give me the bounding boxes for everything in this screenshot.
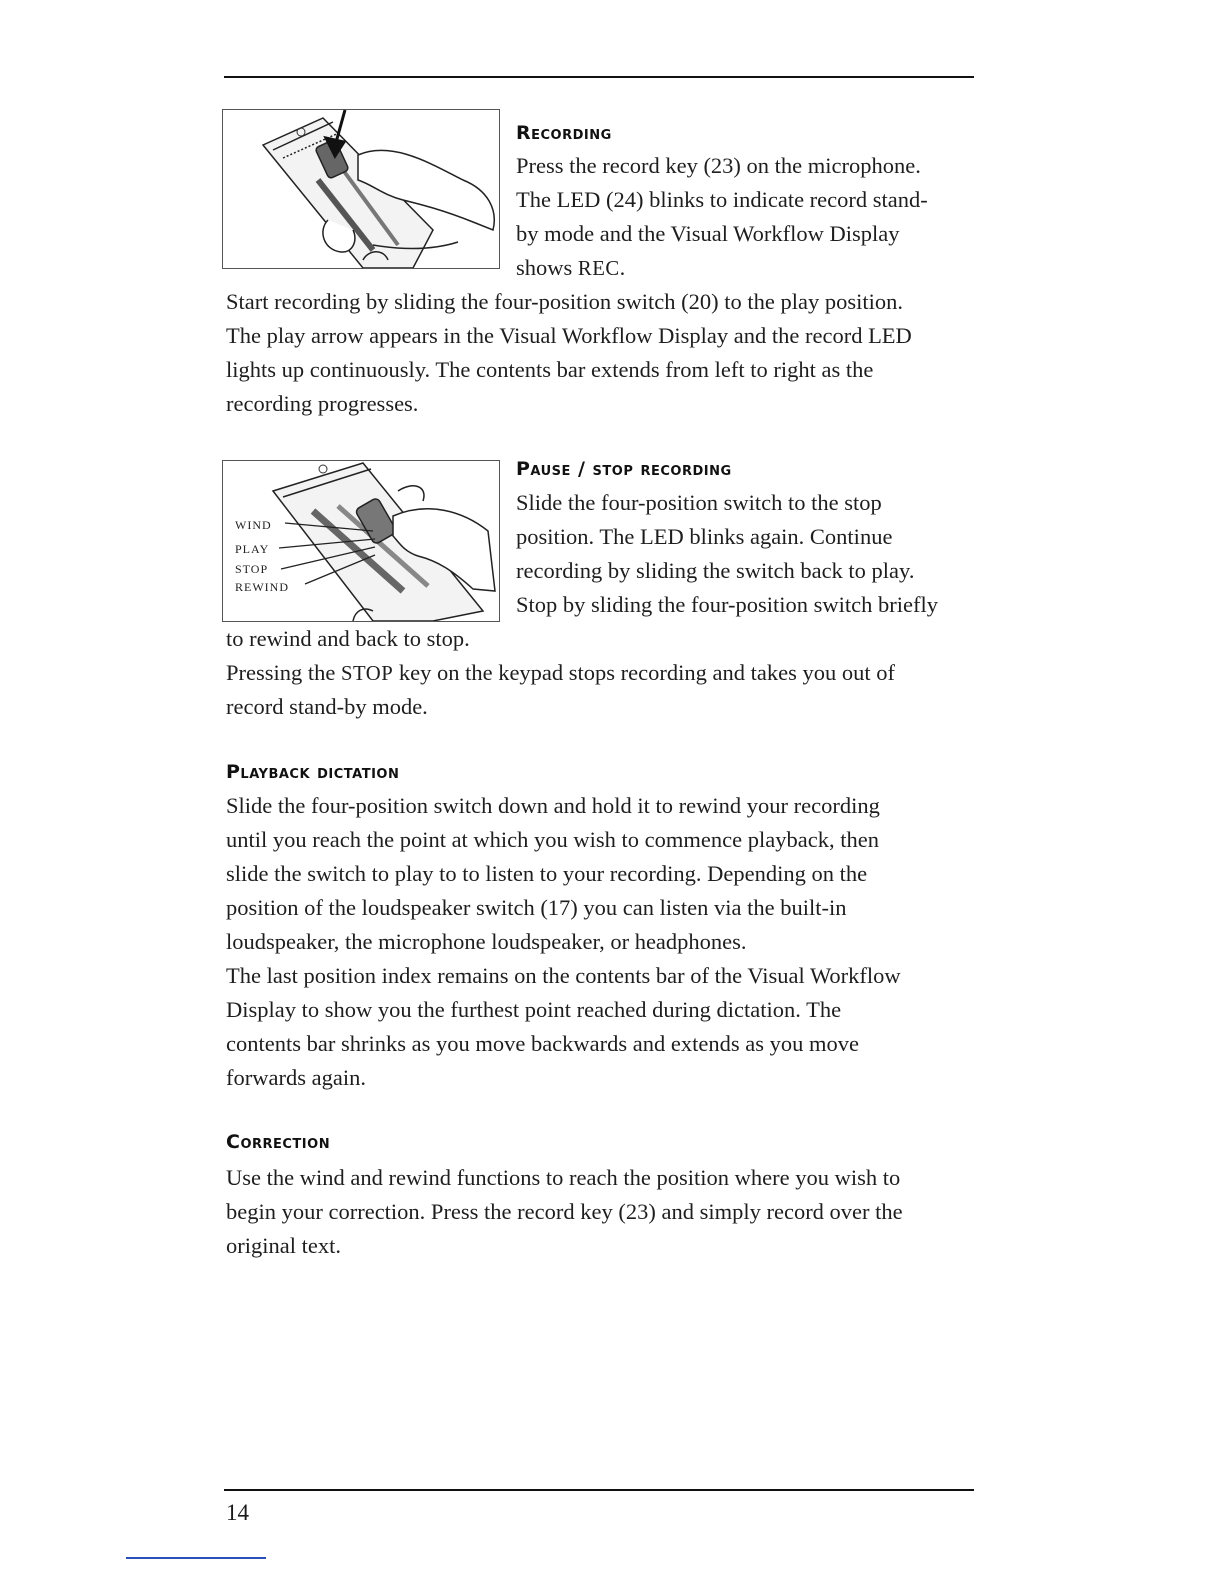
pause-body-line-1 <box>226 656 895 691</box>
footer-link-underline <box>126 1557 266 1559</box>
figure-record-key <box>222 109 500 269</box>
correction-line-2: begin your correction. Press the record key (23) and simply record over the <box>226 1199 903 1224</box>
four-position-switch-illustration <box>223 461 499 621</box>
switch-label-rewind: REWIND <box>235 580 289 594</box>
playback-line-3: slide the switch to play to to listen to your recording. Depending on the <box>226 861 868 886</box>
playback-line-8: contents bar shrinks as you move backwards and extends as you move <box>226 1031 859 1056</box>
playback-heading: Playback dictation <box>226 761 400 783</box>
switch-label-stop: STOP <box>235 562 269 576</box>
playback-line-1: Slide the four-position switch down and hold it to rewind your recording <box>226 793 880 818</box>
recording-intro-shows: shows <box>516 255 578 280</box>
recording-intro-line-2: The LED (24) blinks to indicate record stand- <box>516 187 928 212</box>
switch-label-play: PLAY <box>235 542 270 556</box>
pause-stop-heading: Pause / stop recording <box>516 458 732 480</box>
playback-line-6: The last position index remains on the contents bar of the Visual Workflow <box>226 963 901 988</box>
playback-line-5: loudspeaker, the microphone loudspeaker, or headphones. <box>226 929 747 954</box>
playback-line-2: until you reach the point at which you wish to commence playback, then <box>226 827 879 852</box>
switch-label-wind: WIND <box>235 518 272 532</box>
recording-heading: Recording <box>516 122 612 144</box>
page-number: 14 <box>226 1500 249 1525</box>
top-rule <box>224 76 974 78</box>
pause-intro-line-5: to rewind and back to stop. <box>226 626 470 651</box>
recording-intro-line-3: by mode and the Visual Workflow Display <box>516 221 900 246</box>
pause-body-line-2: record stand-by mode. <box>226 694 428 719</box>
correction-line-1: Use the wind and rewind functions to reach the position where you wish to <box>226 1165 901 1190</box>
pause-intro-line-1: Slide the four-position switch to the stop <box>516 490 882 515</box>
recording-body-line-4: recording progresses. <box>226 391 419 416</box>
microphone-record-illustration <box>223 110 499 268</box>
pause-body-prefix: Pressing the <box>226 660 341 685</box>
rec-label: REC <box>577 258 620 280</box>
recording-body-line-1: Start recording by sliding the four-position switch (20) to the play position. <box>226 289 903 314</box>
bottom-rule <box>224 1489 974 1491</box>
recording-intro-line-1: Press the record key (23) on the microphone. <box>516 153 921 178</box>
recording-intro-period: . <box>619 255 626 280</box>
figure-switch-positions <box>222 460 500 622</box>
correction-line-3: original text. <box>226 1233 341 1258</box>
playback-line-9: forwards again. <box>226 1065 366 1090</box>
pause-intro-line-4: Stop by sliding the four-position switch briefly <box>516 592 939 617</box>
pause-intro-line-3: recording by sliding the switch back to play. <box>516 558 915 583</box>
recording-intro-line-4 <box>516 251 625 286</box>
pause-intro-line-2: position. The LED blinks again. Continue <box>516 524 893 549</box>
recording-body-line-3: lights up continuously. The contents bar extends from left to right as the <box>226 357 874 382</box>
playback-line-7: Display to show you the furthest point reached during dictation. The <box>226 997 842 1022</box>
stop-key-label: STOP <box>341 663 394 685</box>
pause-body-suffix: key on the keypad stops recording and takes you out of <box>393 660 895 685</box>
recording-body-line-2: The play arrow appears in the Visual Workflow Display and the record LED <box>226 323 912 348</box>
playback-line-4: position of the loudspeaker switch (17) you can listen via the built-in <box>226 895 847 920</box>
correction-heading: Correction <box>226 1131 331 1153</box>
